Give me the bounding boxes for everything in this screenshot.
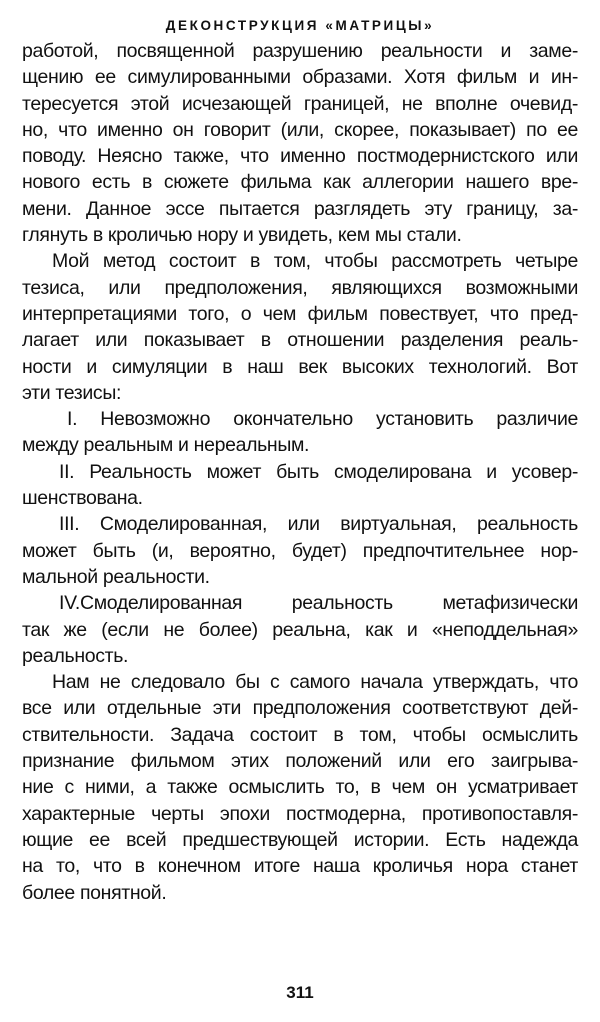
text-line: Мой метод состоит в том, чтобы рассмотреть четыре <box>52 250 578 273</box>
thesis-1 <box>22 406 578 459</box>
text-line: лагает или показывает в отношении разделения реаль- <box>22 329 578 352</box>
text-line: мальной реальности. <box>22 565 210 588</box>
text-line: работой, посвященной разрушению реальности и заме- <box>22 40 578 62</box>
text-line: характерные черты эпохи постмодерна, противопоставля- <box>22 802 578 825</box>
text-line: тересуется этой исчезающей границей, не вполне очевид- <box>22 92 578 115</box>
text-line: ствительности. Задача состоит в том, чтобы осмыслить <box>22 723 578 746</box>
running-header: ДЕКОНСТРУКЦИЯ «МАТРИЦЫ» <box>165 18 435 33</box>
thesis-4 <box>22 590 578 669</box>
text-line: нового есть в сюжете фильма как аллегории нашего вре- <box>22 171 578 194</box>
text-line: интерпретациями того, о чем фильм повествует, что пред- <box>22 302 578 325</box>
text-line: так же (если не более) реальна, как и «неподдельная» <box>22 618 578 641</box>
text-line: на то, что в конечном итоге наша кроличья нора станет <box>22 855 578 878</box>
text-line: ние с ними, а также осмыслить то, в чем он усматривает <box>22 776 578 799</box>
text-line: признание фильмом этих положений или его заигрыва- <box>22 750 578 773</box>
text-line: более понятной. <box>22 881 167 904</box>
text-line: между реальным и нереальным. <box>22 434 310 457</box>
page-number: 311 <box>286 983 314 1002</box>
paragraph <box>22 248 578 406</box>
text-line: шенствована. <box>22 487 143 510</box>
page-body <box>22 38 578 906</box>
thesis-2 <box>22 459 578 512</box>
paragraph <box>22 38 578 248</box>
text-line: тезиса, или предположения, являющихся возможными <box>22 276 578 299</box>
text-line: может быть (и, вероятно, будет) предпочтительнее нор- <box>22 539 578 562</box>
text-line: поводу. Неясно также, что именно постмодернистского или <box>22 145 578 168</box>
text-line: II. Реальность может быть смоделирована и усовер- <box>59 460 578 483</box>
text-line: реальность. <box>22 644 129 667</box>
text-line: но, что именно он говорит (или, скорее, показывает) по ее <box>22 118 578 141</box>
paragraph <box>22 669 578 906</box>
text-line: щению ее симулированными образами. Хотя фильм и ин- <box>22 66 578 89</box>
text-line: IV.Смоделированная реальность метафизически <box>59 592 578 615</box>
text-line: все или отдельные эти предположения соответствуют дей- <box>22 697 578 720</box>
text-line: Нам не следовало бы с самого начала утверждать, что <box>52 671 578 694</box>
text-line: I. Невозможно окончательно установить различие <box>67 408 578 431</box>
text-line: эти тезисы: <box>22 381 122 404</box>
text-line: ющие ее всей предшествующей истории. Есть надежда <box>22 828 578 851</box>
text-line: ности и симуляции в наш век высоких технологий. Вот <box>22 355 578 378</box>
text-line: III. Смоделированная, или виртуальная, реальность <box>59 513 578 536</box>
thesis-3 <box>22 511 578 590</box>
text-line: глянуть в кроличью нору и увидеть, кем мы стали. <box>22 224 462 247</box>
text-line: мени. Данное эссе пытается разглядеть эту границу, за- <box>22 197 578 220</box>
